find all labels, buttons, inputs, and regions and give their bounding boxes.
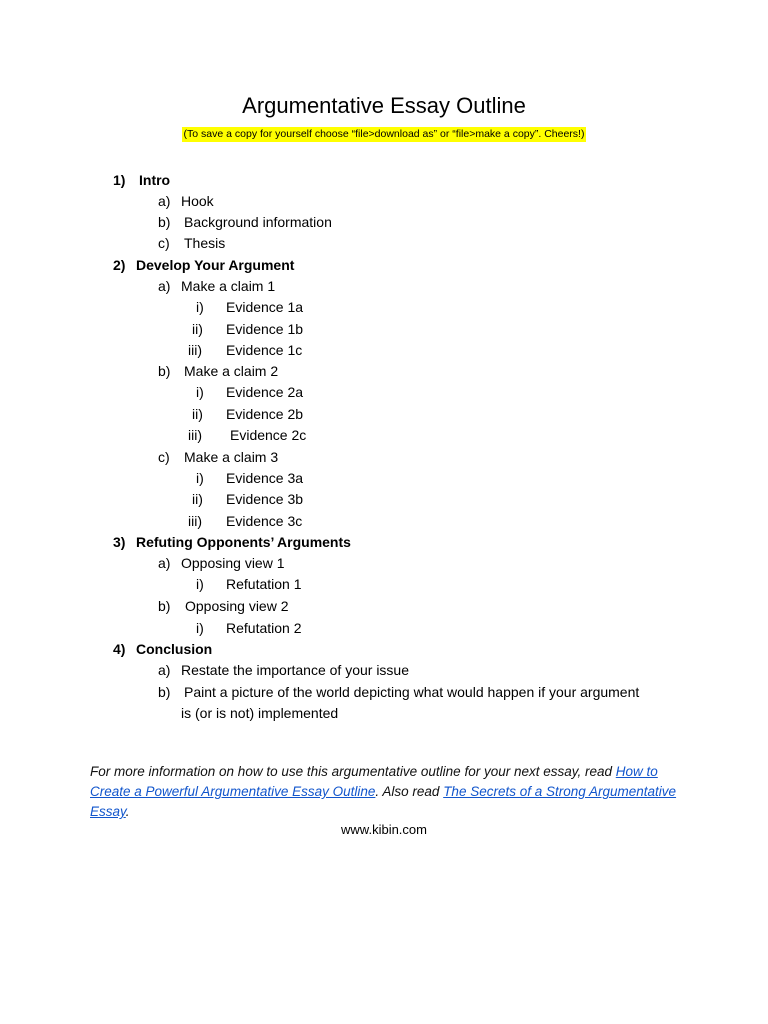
outline-text: Background information — [184, 214, 332, 230]
outline-text: Evidence 3c — [226, 513, 303, 529]
outline-letter: a) — [158, 662, 171, 678]
outline-roman: iii) — [188, 513, 202, 529]
outline-number: 3) — [113, 534, 126, 550]
outline-roman: ii) — [192, 491, 203, 507]
outline-number: 4) — [113, 641, 126, 657]
outline-heading: Conclusion — [136, 641, 213, 657]
outline-text: Evidence 2b — [226, 406, 304, 422]
outline-roman: i) — [196, 384, 204, 400]
outline-text: Make a claim 2 — [184, 363, 279, 379]
outline-text: Make a claim 3 — [184, 449, 279, 465]
footer-text: For more information on how to use this argumentative outline for your next essay, read — [90, 764, 616, 779]
outline-text: Hook — [181, 193, 214, 209]
outline-roman: i) — [196, 470, 204, 486]
outline-text: Evidence 1c — [226, 342, 303, 358]
outline-number: 1) — [113, 172, 126, 188]
outline-text: Paint a picture of the world depicting what would happen if your argument — [184, 684, 640, 700]
outline-text: Refutation 1 — [226, 576, 302, 592]
outline-heading: Develop Your Argument — [136, 257, 295, 273]
link-secrets-strong-essay[interactable]: The Secrets of a Strong Argumentative Essay — [90, 784, 677, 819]
outline-text: Thesis — [184, 235, 226, 251]
outline-letter: b) — [158, 598, 171, 614]
outline-text: Opposing view 1 — [181, 555, 285, 571]
outline-roman: i) — [196, 620, 204, 636]
outline-text: Refutation 2 — [226, 620, 302, 636]
outline-text: Opposing view 2 — [185, 598, 289, 614]
outline-text: Evidence 3a — [226, 470, 304, 486]
outline-text: Make a claim 1 — [181, 278, 276, 294]
outline-text: Evidence 1a — [226, 299, 304, 315]
footer-text: . Also read — [375, 784, 444, 799]
outline-text: is (or is not) implemented — [181, 705, 339, 721]
outline-letter: b) — [158, 363, 171, 379]
outline-roman: iii) — [188, 342, 202, 358]
outline-number: 2) — [113, 257, 126, 273]
outline-letter: c) — [158, 235, 170, 251]
document-title: Argumentative Essay Outline — [242, 93, 526, 118]
footer-paragraph — [90, 762, 690, 822]
note-wrapper — [0, 124, 768, 142]
outline-heading: Refuting Opponents’ Arguments — [136, 534, 351, 550]
outline-text: Evidence 1b — [226, 321, 304, 337]
outline-text: Evidence 3b — [226, 491, 304, 507]
outline-heading: Intro — [139, 172, 171, 188]
footer-text: . — [125, 804, 130, 819]
website-url: www.kibin.com — [341, 822, 427, 837]
outline-letter: b) — [158, 214, 171, 230]
outline-letter: a) — [158, 555, 171, 571]
outline-text: Evidence 2c — [230, 427, 307, 443]
highlighted-save-note: (To save a copy for yourself choose “file>download as” or “file>make a copy”. Cheers!) — [183, 128, 585, 140]
outline-roman: i) — [196, 576, 204, 592]
link-powerful-outline[interactable]: How to Create a Powerful Argumentative Essay Outline — [90, 764, 658, 799]
outline-letter: a) — [158, 278, 171, 294]
outline-roman: iii) — [188, 427, 202, 443]
outline-roman: i) — [196, 299, 204, 315]
outline-roman: ii) — [192, 406, 203, 422]
outline-text: Restate the importance of your issue — [181, 662, 410, 678]
outline-letter: b) — [158, 684, 171, 700]
outline-letter: c) — [158, 449, 170, 465]
outline-letter: a) — [158, 193, 171, 209]
outline-text: Evidence 2a — [226, 384, 304, 400]
outline-roman: ii) — [192, 321, 203, 337]
